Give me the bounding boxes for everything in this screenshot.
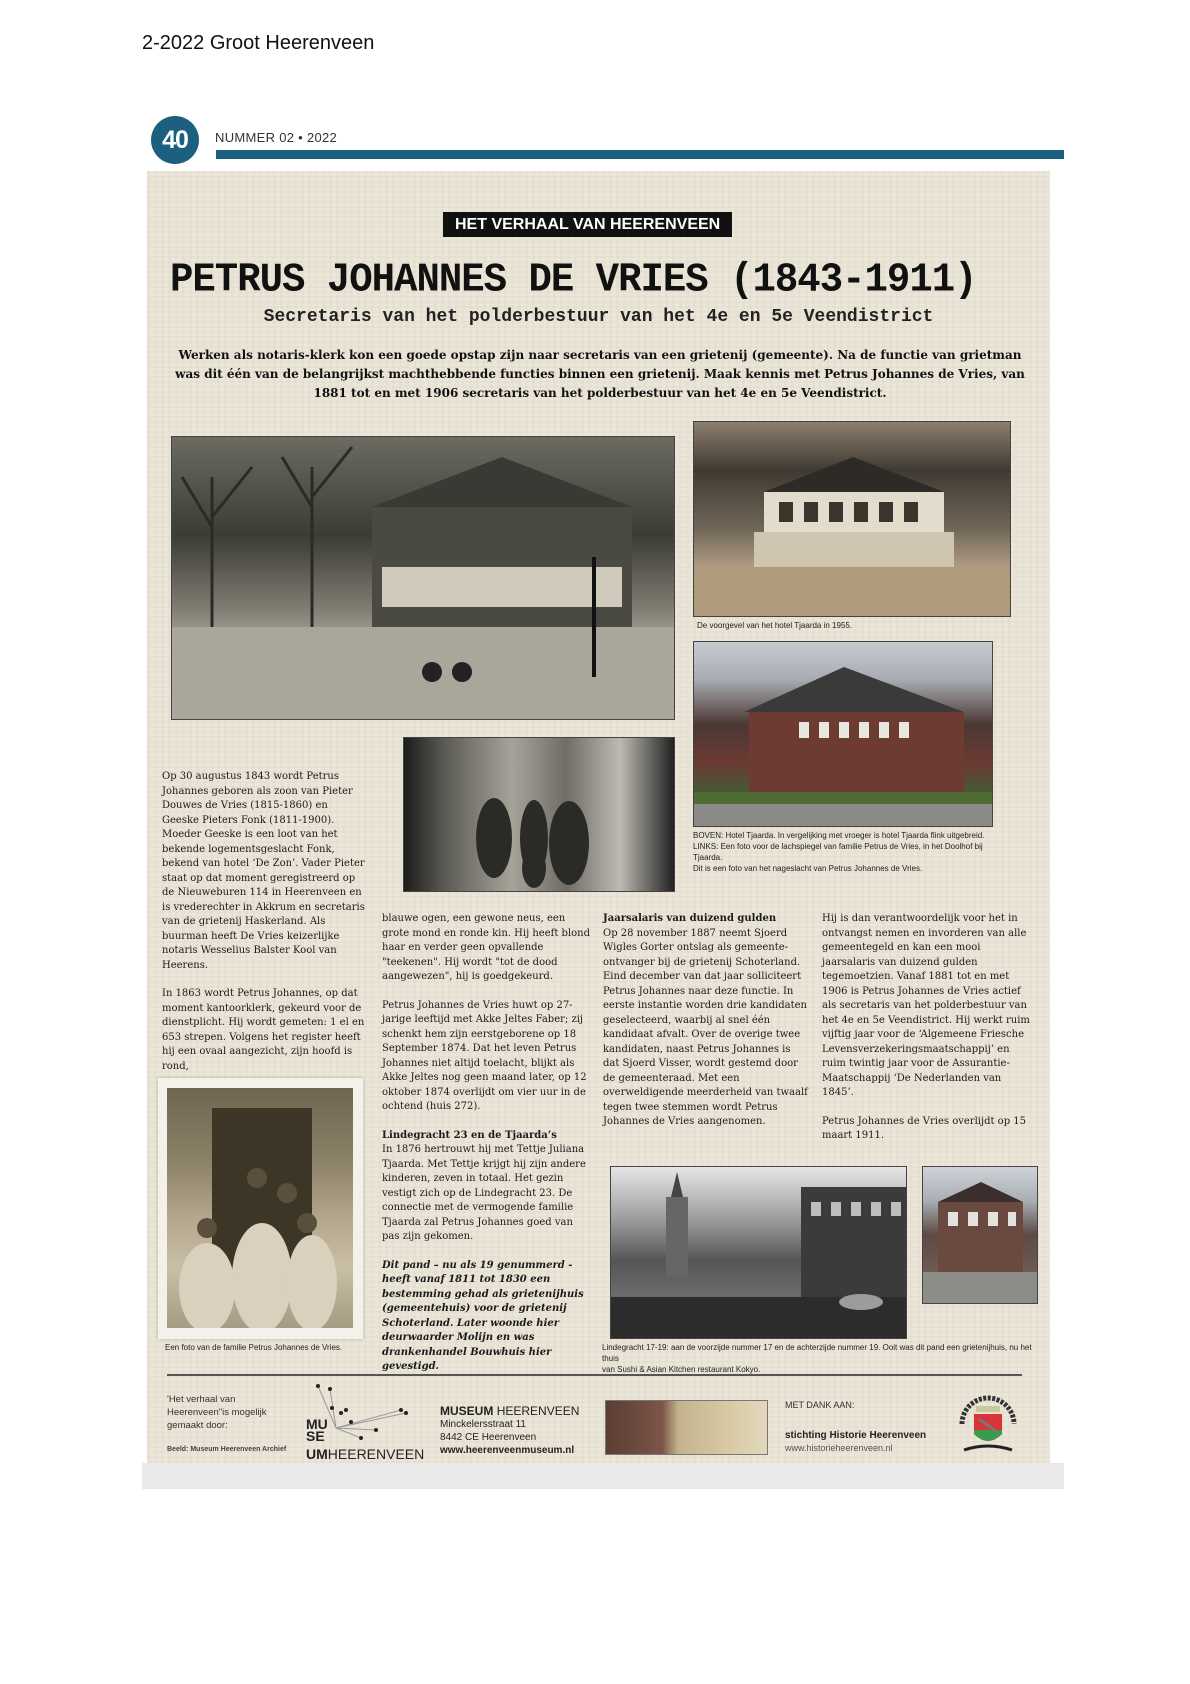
made-possible-text: 'Het verhaal van Heerenveen"is mogelijk gemaakt door:	[167, 1394, 267, 1431]
col2-heading: Lindegracht 23 en de Tjaarda’s	[382, 1129, 557, 1141]
photo-hotel-tjaarda-1955	[693, 421, 1011, 617]
museum-url-link[interactable]: www.heerenveenmuseum.nl	[440, 1445, 575, 1456]
historie-heerenveen-seal	[952, 1384, 1024, 1460]
col4-paragraph: Hij is dan verantwoordelijk voor het in ontvangst nemen en invorderen van alle gemeentegeld en kan een mooi jaarsalaris van duizend gulden tegemoetzien. Vanaf 1881 tot en met 1906 is Petrus Johannes de Vries actief als secretaris van het polderbestuur van het 4e en 5e Veendistrict. Hij werkt ruim vijftig jaar voor de ‘Algemeene Friesche Levensverzekeringsmaatschappij’ en ruim twintig jaar voor de Assurantie-Maatschappij ‘De Nederlanden van 1845’.	[822, 913, 1030, 1098]
museum-name-light: HEERENVEEN	[496, 1404, 580, 1418]
photo-lindegracht-canal	[610, 1166, 907, 1339]
street-scene-illustration	[172, 437, 675, 720]
page-bottom-strip	[142, 1463, 1064, 1489]
museum-logo	[306, 1380, 426, 1462]
column-4	[822, 912, 1032, 1158]
coat-of-arms-icon	[952, 1384, 1024, 1460]
photo-street-scene	[171, 436, 675, 720]
canal-illustration	[611, 1167, 907, 1339]
photo-lindegracht-house	[922, 1166, 1038, 1304]
col2-section	[382, 1129, 592, 1245]
col2-section-body: In 1876 hertrouwt hij met Tettje Juliana Tjaarda. Met Tettje krijgt hij zijn andere kinderen, zeven in totaal. Het gezin vestigt zich op de Lindegracht 23. De connectie met de vermogende familie Tjaarda zal Petrus Johannes goed van pas zijn gekomen.	[382, 1144, 586, 1242]
footer-collage-photo	[605, 1400, 768, 1455]
article-subheadline: Secretaris van het polderbestuur van het 4e en 5e Veendistrict	[263, 307, 934, 327]
hotel-1955-illustration	[694, 422, 1011, 617]
col1-paragraph: Op 30 augustus 1843 wordt Petrus Johannes geboren als zoon van Pieter Douwes de Vries (1815-1860) en Geeske Pieters Fonk (1811-1900). Moeder Geeske is een loot van het bekende logementsgeslacht Fonk, bekend van hotel ‘De Zon’. Vader Pieter staat op dat moment geregistreerd op de Nieuweburen 114 in Heerenveen en is vrederechter in Akkrum en secretaris van de grietenij Haskerland. Als buurman heeft De Vries keizerlijke notaris Wesselius Balster Kool van Heerens.	[162, 771, 365, 971]
thanks-organisation: stichting Historie Heerenveen	[785, 1430, 927, 1441]
house-illustration	[923, 1167, 1038, 1304]
col2-paragraph: blauwe ogen, een gewone neus, een grote mond en ronde kin. Hij heeft blond haar en verder geen opvallende "teekenen". Hij wordt "tot de dood aangewezen", hij is goedgekeurd.	[382, 913, 591, 982]
col3-body: Op 28 november 1887 neemt Sjoerd Wigles Gorter ontslag als gemeente-ontvanger bij de grietenij Schoterland. Eind december van dat jaar solliciteert Petrus Johannes naar deze functie. In eerste instantie worden drie kandidaten geselecteerd, waarbij al snel één kandidaat afvalt. Over de overige twee kandidaten, naast Petrus Johannes is dat Sjoerd Visser, wordt gestemd door de gemeenteraad. Met een overweldigende meerderheid van twaalf tegen twee stemmen wordt Petrus Johannes de Vries aangenomen.	[603, 927, 808, 1127]
document-title: 2-2022 Groot Heerenveen	[142, 32, 375, 54]
col3-heading: Jaarsalaris van duizend gulden	[603, 913, 777, 924]
photo-hotel-tjaarda-now	[693, 641, 993, 827]
family-photo-image	[167, 1088, 353, 1328]
article-intro: Werken als notaris-klerk kon een goede opstap zijn naar secretaris van een grietenij (gemeente). Na de functie van grietman was dit één van de belangrijkst machthebbende functies binnen een grietenij. Maak kennis met Petrus Johannes de Vries, van 1881 tot en met 1906 secretaris van het polderbestuur van het 4e en 5e Veendistrict.	[175, 348, 1025, 400]
column-1	[162, 770, 367, 1088]
column-3	[603, 912, 808, 1130]
museum-name-bold: MUSEUM	[440, 1404, 494, 1418]
thanks-label: MET DANK AAN:	[785, 1400, 855, 1410]
caption-family: Een foto van de familie Petrus Johannes de Vries.	[165, 1343, 343, 1352]
mirror-photo-illustration	[404, 738, 675, 892]
museum-street: Minckelersstraat 11	[440, 1419, 526, 1430]
museum-city: 8442 CE Heerenveen	[440, 1432, 537, 1443]
article-headline: PETRUS JOHANNES DE VRIES (1843-1911)	[170, 256, 977, 304]
col2-paragraph: Petrus Johannes de Vries huwt op 27-jarige leeftijd met Akke Jeltes Faber; zij schenkt hem zijn eerstgeborene op 18 September 1874. Dat het leven Petrus Johannes niet altijd toelacht, blijkt als Akke Jeltes nog geen maand later, op 12 oktober 1874 overlijdt om vier uur in de ochtend (huis 272).	[382, 999, 587, 1112]
photo-funhouse-mirror	[403, 737, 675, 892]
section-kicker: HET VERHAAL VAN HEERENVEEN	[443, 212, 732, 237]
photo-credit: Beeld: Museum Heerenveen Archief	[167, 1446, 287, 1453]
family-photo-illustration	[167, 1088, 353, 1328]
logo-wordmark: UMHEERENVEEN	[306, 1446, 425, 1462]
museum-address	[440, 1405, 579, 1457]
logo-letters: MU SE	[306, 1416, 328, 1444]
photo-family-portrait	[158, 1078, 363, 1339]
hotel-now-illustration	[694, 642, 993, 827]
col1-paragraph: In 1863 wordt Petrus Johannes, op dat moment kantoorklerk, gekeurd voor de dienstplicht. Hij wordt gemeten: 1 el en 653 strepen. Volgens het register heeft hij een ovaal aangezicht, zijn hoofd is rond,	[162, 988, 365, 1072]
caption-hotel-1955: De voorgevel van het hotel Tjaarda in 1955.	[697, 621, 853, 630]
page-number-badge: 40	[151, 116, 199, 164]
thanks-url-link[interactable]: www.historieheerenveen.nl	[785, 1443, 893, 1453]
col4-paragraph: Petrus Johannes de Vries overlijdt op 15 maart 1911.	[822, 1115, 1027, 1141]
footer-rule	[167, 1374, 1022, 1376]
col2-italic-note: Dit pand – nu als 19 genummerd - heeft vanaf 1811 tot 1830 een bestemming gehad als grietenijhuis (gemeentehuis) voor de grietenij Schoterland. Later woonde hier deurwaarder Molijn en was drankenhandel Bouwhuis hier gevestigd.	[382, 1259, 584, 1372]
caption-lindegracht: Lindegracht 17-19: aan de voorzijde nummer 17 en de achterzijde nummer 19. Ooit was dit pand een grietenijhuis, nu het thuis van Sushi & Asian Kitchen restaurant Kokyo.	[602, 1343, 1032, 1374]
column-2	[382, 912, 592, 1389]
caption-hotel-now: BOVEN: Hotel Tjaarda. In vergelijking met vroeger is hotel Tjaarda flink uitgebreid. LINKS: Een foto voor de lachspiegel van familie Petrus de Vries, in het Doolhof bij Tjaarda. Dit is een foto van het nageslacht van Petrus Johannes de Vries.	[693, 831, 985, 873]
header-rule	[216, 150, 1064, 159]
issue-label: NUMMER 02 • 2022	[215, 130, 338, 145]
